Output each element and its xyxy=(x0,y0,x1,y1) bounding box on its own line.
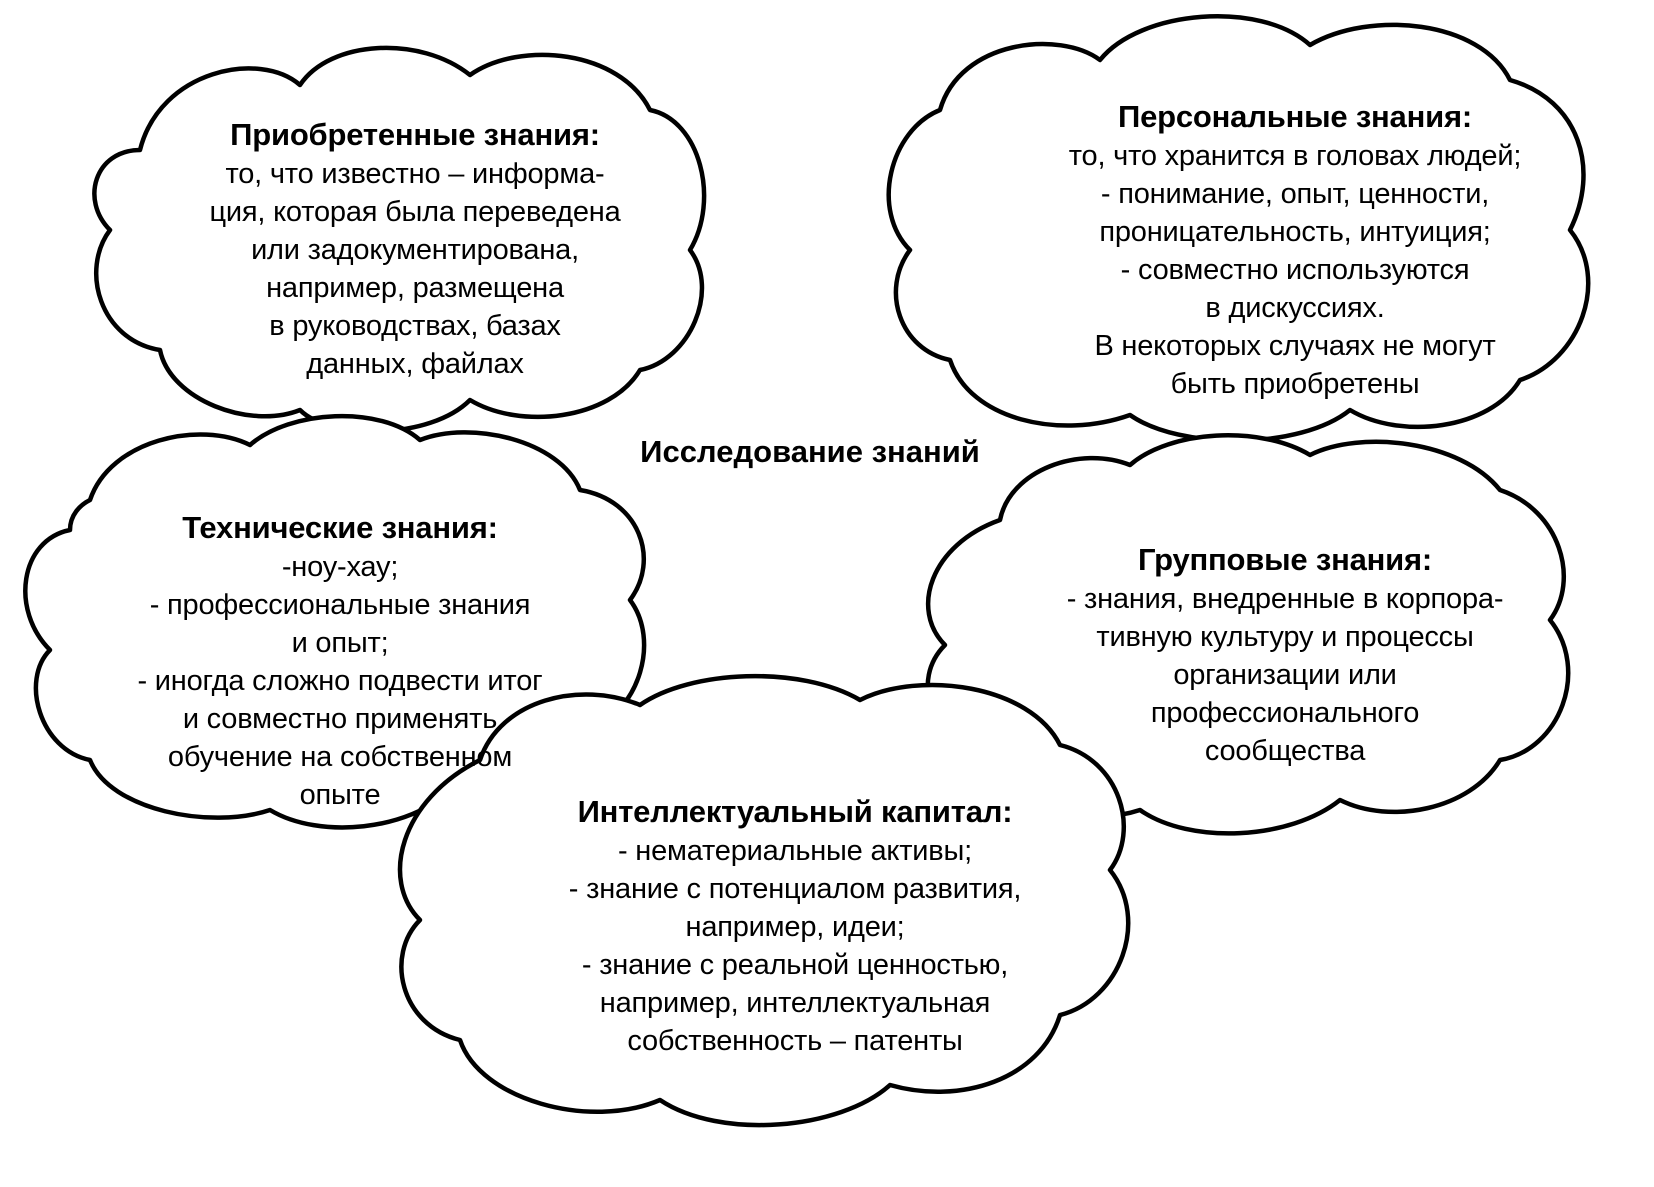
cloud-acquired-text xyxy=(150,115,680,383)
cloud-technical-title: Технические знания: xyxy=(182,510,498,545)
cloud-intellectual-title: Интеллектуальный капитал: xyxy=(577,794,1013,829)
cloud-intellectual-line: - знание с потенциалом развития, xyxy=(568,873,1022,905)
cloud-personal-title: Персональные знания: xyxy=(1118,99,1472,134)
cloud-intellectual-text xyxy=(490,792,1100,1060)
cloud-group-title: Групповые знания: xyxy=(1137,542,1433,577)
cloud-group-line: - знания, внедренные в корпора- xyxy=(1066,583,1504,615)
cloud-acquired-line: ция, которая была переведена xyxy=(209,196,621,228)
diagram-title: Исследование знаний xyxy=(640,434,980,469)
cloud-acquired-line: например, размещена xyxy=(266,272,564,304)
cloud-intellectual-line: собственность – патенты xyxy=(627,1025,963,1057)
cloud-personal-line: в дискуссиях. xyxy=(1205,292,1385,324)
cloud-personal-line: проницательность, интуиция; xyxy=(1099,216,1491,248)
cloud-technical-line: и совместно применять xyxy=(182,703,498,735)
cloud-acquired-line: в руководствах, базах xyxy=(269,310,561,342)
cloud-acquired-title: Приобретенные знания: xyxy=(230,117,600,152)
cloud-group-text xyxy=(1010,540,1560,770)
cloud-technical-text xyxy=(60,508,620,814)
cloud-intellectual-line: например, интеллектуальная xyxy=(599,987,991,1019)
cloud-group-line: тивную культуру и процессы xyxy=(1096,621,1474,653)
cloud-intellectual-line: например, идеи; xyxy=(685,911,905,943)
cloud-acquired-line: данных, файлах xyxy=(306,348,524,380)
cloud-personal-line: - понимание, опыт, ценности, xyxy=(1100,178,1490,210)
cloud-technical-line: обучение на собственном xyxy=(167,741,513,773)
cloud-technical-line: и опыт; xyxy=(291,627,389,659)
cloud-technical-line: -ноу-хау; xyxy=(281,551,399,583)
cloud-acquired-line: или задокументирована, xyxy=(251,234,579,266)
cloud-intellectual-line: - нематериальные активы; xyxy=(617,835,973,867)
cloud-personal-line: В некоторых случаях не могут xyxy=(1094,330,1496,362)
cloud-group-line: сообщества xyxy=(1204,735,1366,767)
cloud-personal-text xyxy=(1010,97,1580,403)
cloud-technical-line: - профессиональные знания xyxy=(149,589,531,621)
cloud-group-line: профессионального xyxy=(1150,697,1420,729)
cloud-personal-line: быть приобретены xyxy=(1170,368,1420,400)
cloud-personal-line: то, что хранится в головах людей; xyxy=(1068,140,1522,172)
cloud-group-line: организации или xyxy=(1173,659,1397,691)
cloud-technical-line: опыте xyxy=(299,779,381,811)
cloud-acquired-line: то, что известно – информа- xyxy=(225,158,605,190)
cloud-intellectual-line: - знание с реальной ценностью, xyxy=(581,949,1009,981)
cloud-technical-line: - иногда сложно подвести итог xyxy=(137,665,543,697)
cloud-personal-line: - совместно используются xyxy=(1120,254,1470,286)
